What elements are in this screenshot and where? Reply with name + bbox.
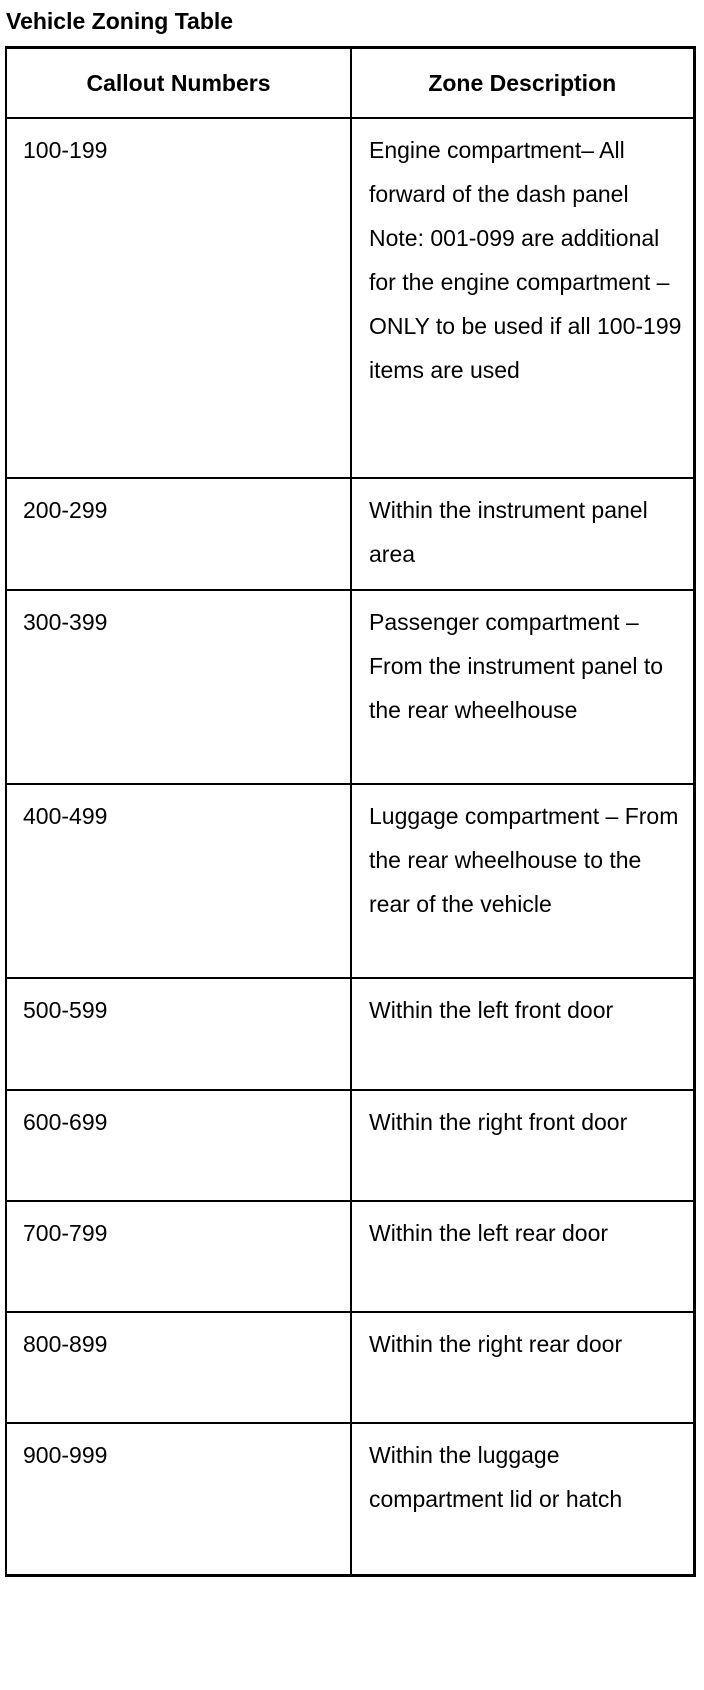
table-row — [6, 784, 694, 978]
vehicle-zoning-table — [5, 46, 696, 1577]
table-row — [6, 590, 694, 784]
callout-number-cell: 900-999 — [6, 1423, 351, 1575]
table-row — [6, 1423, 694, 1575]
zone-description-cell: Within the left front door — [351, 978, 694, 1090]
callout-number-cell: 600-699 — [6, 1090, 351, 1201]
table-row — [6, 978, 694, 1090]
table-header-row — [6, 48, 694, 119]
zone-description-cell: Within the luggage compartment lid or hatch — [369, 1442, 623, 1512]
column-header-callout-numbers: Callout Numbers — [6, 48, 351, 119]
table-row — [6, 118, 694, 478]
callout-number-cell: 800-899 — [6, 1312, 351, 1423]
table-row — [6, 1090, 694, 1201]
callout-number-cell: 500-599 — [6, 978, 351, 1090]
callout-number-cell: 400-499 — [6, 784, 351, 978]
page-title: Vehicle Zoning Table — [6, 8, 234, 34]
zone-description-cell: Within the right front door — [351, 1090, 694, 1201]
zone-description-cell: Passenger compartment – From the instrument panel to the rear wheelhouse — [351, 590, 694, 784]
callout-number-cell: 300-399 — [6, 590, 351, 784]
table-row — [6, 1312, 694, 1423]
zone-description-cell: Engine compartment– All forward of the dash panel Note: 001-099 are additional for the engine compartment – ONLY to be used if all 100-199 items are used — [351, 118, 694, 478]
callout-number-cell: 100-199 — [6, 118, 351, 478]
zone-description-cell: Within the right rear door — [351, 1312, 694, 1423]
callout-number-cell: 200-299 — [6, 478, 351, 590]
zone-description-cell: Within the left rear door — [351, 1201, 694, 1312]
callout-number-cell: 700-799 — [6, 1201, 351, 1312]
table-row — [6, 478, 694, 590]
zone-description-cell: Within the instrument panel area — [351, 478, 694, 590]
table-row — [6, 1201, 694, 1312]
column-header-zone-description: Zone Description — [351, 48, 694, 119]
zone-description-cell: Luggage compartment – From the rear wheelhouse to the rear of the vehicle — [351, 784, 694, 978]
